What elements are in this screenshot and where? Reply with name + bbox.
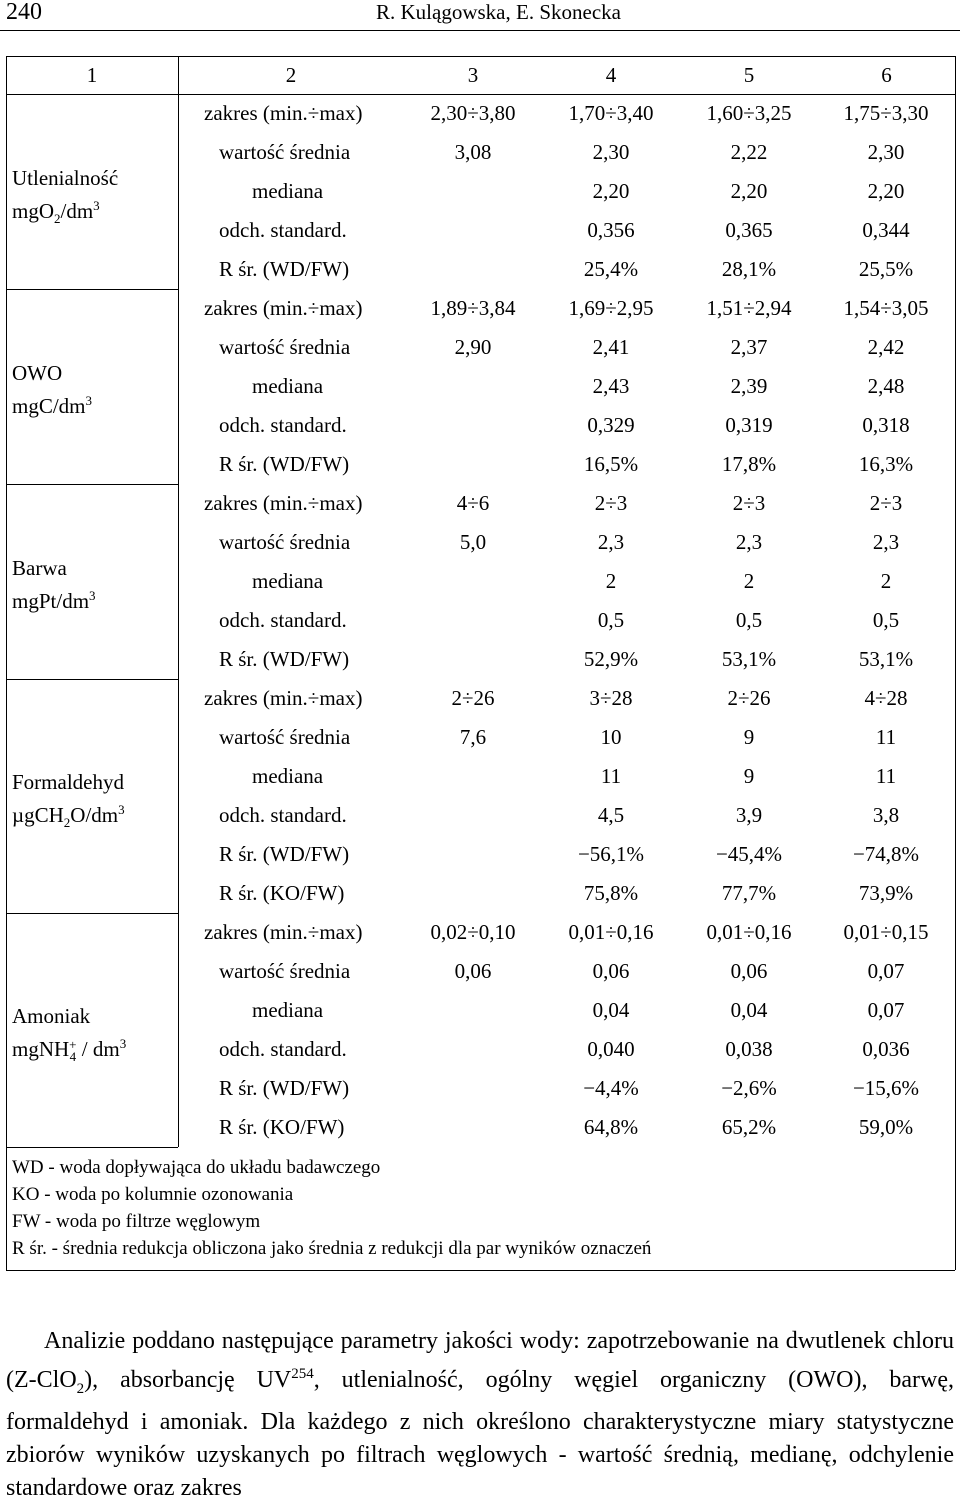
table-right-border bbox=[955, 56, 956, 1270]
table-cell: 0,5 bbox=[735, 608, 763, 632]
table-footnote: R śr. - średnia redukcja obliczona jako średnia z redukcji dla par wyników oznaczeń bbox=[12, 1238, 652, 1259]
table-cell: 9 bbox=[743, 725, 755, 749]
table-cell: 5,0 bbox=[459, 530, 487, 554]
row-label: wartość średnia bbox=[219, 140, 351, 164]
group-separator bbox=[6, 289, 178, 290]
table-cell: −74,8% bbox=[852, 842, 920, 866]
row-label: zakres (min.÷max) bbox=[204, 686, 363, 710]
table-cell: 2,43 bbox=[592, 374, 630, 398]
row-label: mediana bbox=[252, 998, 324, 1022]
row-label: odch. standard. bbox=[219, 218, 347, 242]
column-header: 3 bbox=[467, 63, 479, 87]
table-cell: 2,3 bbox=[597, 530, 625, 554]
row-label: odch. standard. bbox=[219, 413, 347, 437]
table-cell: 2,30 bbox=[867, 140, 905, 164]
table-cell: 17,8% bbox=[721, 452, 777, 476]
table-cell: 25,4% bbox=[583, 257, 639, 281]
table-cell: −4,4% bbox=[583, 1076, 639, 1100]
table-cell: 0,01÷0,15 bbox=[843, 920, 929, 944]
table-cell: 0,04 bbox=[730, 998, 768, 1022]
parameter-unit: $\mu gCH_2O/dm^3$ bbox=[12, 802, 125, 831]
table-cell: 0,356 bbox=[587, 218, 635, 242]
row-label: zakres (min.÷max) bbox=[204, 296, 363, 320]
table-cell: 4÷28 bbox=[864, 686, 908, 710]
row-label: mediana bbox=[252, 569, 324, 593]
parameter-name: OWO mgC/$dm^3$ bbox=[12, 360, 93, 418]
table-cell: 16,3% bbox=[858, 452, 914, 476]
table-cell: 59,0% bbox=[858, 1115, 914, 1139]
table-cell: 2,3 bbox=[735, 530, 763, 554]
table-footnote: FW - woda po filtrze węglowym bbox=[12, 1211, 261, 1232]
table-cell: −56,1% bbox=[577, 842, 645, 866]
running-head-authors: R. Kulągowska, E. Skonecka bbox=[376, 0, 621, 24]
table-cell: 3,9 bbox=[735, 803, 763, 827]
table-cell: 0,5 bbox=[872, 608, 900, 632]
table-cell: 73,9% bbox=[858, 881, 914, 905]
table-cell: 2 bbox=[880, 569, 892, 593]
row-label: odch. standard. bbox=[219, 608, 347, 632]
table-cell: 2÷26 bbox=[451, 686, 495, 710]
table-cell: 1,60÷3,25 bbox=[706, 101, 792, 125]
table-cell: 2 bbox=[743, 569, 755, 593]
body-paragraph: Analizie poddano następujące parametry jakości wody: zapotrzebowanie na dwutlenek chloru (Z-ClO$_2$), absorbancję UV$^{254}$, utlenialność, ogólny węgiel organiczny (OWO), barwę, formaldehyd i amoniak. Dla każdego z nich określono charakterystyczne miary statystyczne zbiorów wyników uzyskanych po filtrach węglowych - wartość średnią, medianę, odchylenie standardowe oraz zakres bbox=[6, 1328, 954, 1501]
table-cell: 0,07 bbox=[867, 998, 905, 1022]
table-cell: 0,329 bbox=[587, 413, 635, 437]
table-cell: 4,5 bbox=[597, 803, 625, 827]
table-cell: 0,02÷0,10 bbox=[430, 920, 516, 944]
row-label: wartość średnia bbox=[219, 725, 351, 749]
parameter-name: Barwa mgPt/$dm^3$ bbox=[12, 555, 96, 613]
table-cell: 2÷3 bbox=[594, 491, 628, 515]
table-cell: 0,5 bbox=[597, 608, 625, 632]
parameter-name: Amoniak mgNH + 4 / $dm^3$ bbox=[12, 1004, 127, 1065]
table-cell: 2,20 bbox=[867, 179, 905, 203]
table-cell: 16,5% bbox=[583, 452, 639, 476]
table-cell: 0,036 bbox=[862, 1037, 910, 1061]
row-label: mediana bbox=[252, 764, 324, 788]
table-cell: 0,365 bbox=[725, 218, 773, 242]
table-cell: 0,318 bbox=[862, 413, 910, 437]
table-cell: 7,6 bbox=[459, 725, 487, 749]
table-cell: 0,01÷0,16 bbox=[568, 920, 654, 944]
table-cell: −15,6% bbox=[852, 1076, 920, 1100]
table-cell: 0,06 bbox=[592, 959, 630, 983]
row-label: R śr. (WD/FW) bbox=[219, 452, 350, 476]
table-cell: 0,038 bbox=[725, 1037, 773, 1061]
table-cell: 11 bbox=[600, 764, 622, 788]
row-label: odch. standard. bbox=[219, 1037, 347, 1061]
table-cell: −2,6% bbox=[721, 1076, 777, 1100]
table-cell: 4÷6 bbox=[456, 491, 490, 515]
table-cell: 1,75÷3,30 bbox=[843, 101, 929, 125]
table-cell: 2,90 bbox=[454, 335, 492, 359]
table-cell: 2,41 bbox=[592, 335, 630, 359]
table-cell: 2,22 bbox=[730, 140, 768, 164]
column-header: 6 bbox=[881, 63, 892, 87]
table-cell: 3,8 bbox=[872, 803, 900, 827]
table-cell: 1,54÷3,05 bbox=[843, 296, 929, 320]
column-header: 1 bbox=[86, 63, 98, 87]
row-label: mediana bbox=[252, 179, 324, 203]
parameter-unit: mgC/$dm^3$ bbox=[12, 392, 93, 418]
column-header: 5 bbox=[743, 63, 755, 87]
table-cell: 0,040 bbox=[587, 1037, 635, 1061]
row-label: zakres (min.÷max) bbox=[204, 101, 363, 125]
row-label: zakres (min.÷max) bbox=[204, 920, 363, 944]
parameter-unit: mgPt/$dm^3$ bbox=[12, 587, 96, 613]
table-cell: 1,69÷2,95 bbox=[568, 296, 654, 320]
table-cell: 3÷28 bbox=[589, 686, 633, 710]
table-cell: 2,20 bbox=[592, 179, 630, 203]
table-cell: 25,5% bbox=[858, 257, 914, 281]
table-cell: 2,37 bbox=[730, 335, 768, 359]
table-cell: 65,2% bbox=[721, 1115, 777, 1139]
parameter-unit: $mgO_2/dm^3$ bbox=[12, 197, 100, 226]
table-cell: 10 bbox=[600, 725, 622, 749]
table-cell: 0,06 bbox=[454, 959, 492, 983]
row-label: odch. standard. bbox=[219, 803, 347, 827]
row-label: R śr. (KO/FW) bbox=[219, 881, 345, 905]
table-header-border bbox=[6, 94, 955, 95]
table-cell: 2,30 bbox=[592, 140, 630, 164]
table-cell: 64,8% bbox=[583, 1115, 639, 1139]
table-cell: 2,20 bbox=[730, 179, 768, 203]
page-number: 240 bbox=[6, 0, 42, 25]
table-top-border bbox=[6, 56, 955, 57]
column-header: 4 bbox=[605, 63, 617, 87]
row-label: wartość średnia bbox=[219, 959, 351, 983]
table-footnote: WD - woda dopływająca do układu badawczego bbox=[12, 1157, 381, 1178]
table-cell: 2 bbox=[605, 569, 617, 593]
table-cell: 1,70÷3,40 bbox=[568, 101, 654, 125]
table-cell: 2,48 bbox=[867, 374, 905, 398]
table-cell: 0,01÷0,16 bbox=[706, 920, 792, 944]
table-footnote: KO - woda po kolumnie ozonowania bbox=[12, 1184, 294, 1205]
table-cell: 0,06 bbox=[730, 959, 768, 983]
table-cell: 3,08 bbox=[454, 140, 492, 164]
table-cell: 0,344 bbox=[862, 218, 910, 242]
parameter-unit: mgNH + 4 / $dm^3$ bbox=[12, 1036, 127, 1065]
table-cell: 2÷26 bbox=[727, 686, 771, 710]
group-separator bbox=[6, 913, 178, 914]
row-label: R śr. (WD/FW) bbox=[219, 257, 350, 281]
table-cell: −45,4% bbox=[715, 842, 783, 866]
table-cell: 77,7% bbox=[721, 881, 777, 905]
table-bottom-border bbox=[6, 1270, 955, 1271]
table-cell: 2,3 bbox=[872, 530, 900, 554]
table-cell: 1,51÷2,94 bbox=[706, 296, 792, 320]
table-col-divider bbox=[178, 56, 179, 1147]
table-cell: 52,9% bbox=[583, 647, 639, 671]
table-cell: 11 bbox=[875, 725, 897, 749]
table-cell: 0,04 bbox=[592, 998, 630, 1022]
group-separator bbox=[6, 679, 178, 680]
table-cell: 75,8% bbox=[583, 881, 639, 905]
table-cell: 11 bbox=[875, 764, 897, 788]
row-label: R śr. (WD/FW) bbox=[219, 647, 350, 671]
column-header: 2 bbox=[285, 63, 297, 87]
table-cell: 9 bbox=[743, 764, 755, 788]
row-label: R śr. (KO/FW) bbox=[219, 1115, 345, 1139]
table-cell: 1,89÷3,84 bbox=[430, 296, 516, 320]
table-cell: 2,30÷3,80 bbox=[430, 101, 516, 125]
page-header bbox=[0, 0, 960, 31]
table-cell: 28,1% bbox=[721, 257, 777, 281]
table-cell: 2,39 bbox=[730, 374, 768, 398]
group-separator bbox=[6, 484, 178, 485]
row-label: R śr. (WD/FW) bbox=[219, 842, 350, 866]
row-label: wartość średnia bbox=[219, 335, 351, 359]
table-left-border bbox=[6, 56, 7, 1270]
table-cell: 0,07 bbox=[867, 959, 905, 983]
table-cell: 53,1% bbox=[721, 647, 777, 671]
table-body-bottom-border bbox=[6, 1147, 178, 1148]
parameter-name: Formaldehyd $\mu gCH_2O/dm^3$ bbox=[12, 768, 125, 837]
row-label: R śr. (WD/FW) bbox=[219, 1076, 350, 1100]
table-cell: 0,319 bbox=[725, 413, 773, 437]
parameter-name: Utlenialność $mgO_2/dm^3$ bbox=[12, 164, 118, 233]
row-label: zakres (min.÷max) bbox=[204, 491, 363, 515]
table-cell: 53,1% bbox=[858, 647, 914, 671]
table-cell: 2,42 bbox=[867, 335, 905, 359]
row-label: wartość średnia bbox=[219, 530, 351, 554]
table-cell: 2÷3 bbox=[732, 491, 766, 515]
row-label: mediana bbox=[252, 374, 324, 398]
table-cell: 2÷3 bbox=[869, 491, 903, 515]
